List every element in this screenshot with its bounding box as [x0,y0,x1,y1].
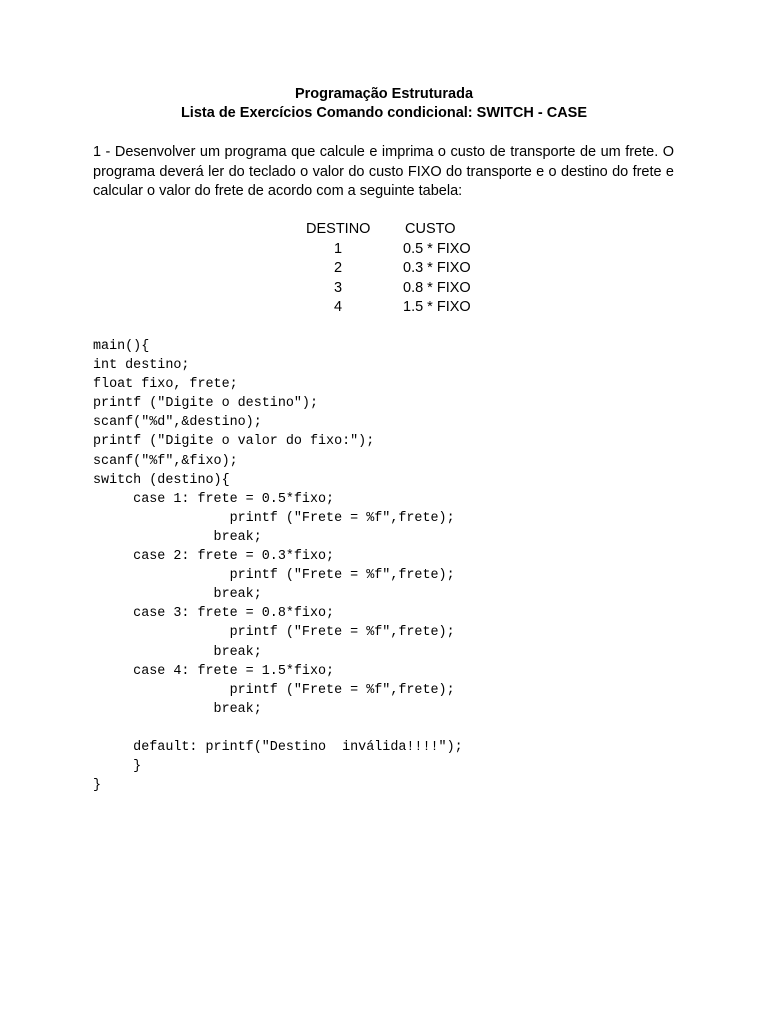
cost-table-header [0,220,768,239]
code-line: printf ("Frete = %f",frete); [93,625,455,641]
column-header-destino: DESTINO [306,221,371,237]
code-line: default: printf("Destino inválida!!!!"); [93,739,463,755]
code-line: printf ("Digite o destino"); [93,396,318,412]
code-line: case 1: frete = 0.5*fixo; [93,491,335,507]
code-block [93,337,463,795]
exercise-statement: 1 - Desenvolver um programa que calcule e imprima o custo de transporte de um frete. O programa deverá ler do teclado o valor do custo FIXO do transporte e o destino do frete e calcular o valor do frete de acordo com a seguinte tabela: [93,144,674,199]
code-line: } [93,778,102,794]
code-line: switch (destino){ [93,472,230,488]
code-line: scanf("%f",&fixo); [93,453,238,469]
code-line: float fixo, frete; [93,377,238,393]
code-line: break; [93,587,262,603]
destino-cell: 2 [334,260,343,276]
code-line: break; [93,701,262,717]
code-line: printf ("Frete = %f",frete); [93,510,455,526]
cost-table-row [0,279,768,298]
document-subtitle: Lista de Exercícios Comando condicional: SWITCH - CASE [180,105,588,121]
destino-cell: 4 [334,299,343,315]
code-line: break; [93,529,262,545]
code-line: printf ("Digite o valor do fixo:"); [93,434,375,450]
cost-table-row [0,240,768,259]
code-line: scanf("%d",&destino); [93,415,262,431]
custo-cell: 0.8 * FIXO [403,279,471,296]
destino-cell: 1 [334,240,343,257]
code-line: printf ("Frete = %f",frete); [93,568,455,584]
code-line: } [93,759,142,775]
destino-cell: 3 [334,279,343,296]
cost-table-row [0,259,768,278]
code-line: int destino; [93,358,190,374]
cost-table-row [0,298,768,317]
code-line: main(){ [93,339,150,354]
custo-cell: 0.3 * FIXO [403,260,471,276]
code-line: break; [93,644,262,660]
code-line: case 4: frete = 1.5*fixo; [93,663,335,679]
code-line: case 2: frete = 0.3*fixo; [93,549,335,565]
code-line: case 3: frete = 0.8*fixo; [93,606,335,622]
custo-cell: 0.5 * FIXO [403,240,471,257]
custo-cell: 1.5 * FIXO [403,299,471,315]
code-line: printf ("Frete = %f",frete); [93,682,455,698]
column-header-custo: CUSTO [405,221,456,237]
document-title: Programação Estruturada [294,86,474,102]
code-line [93,719,463,738]
